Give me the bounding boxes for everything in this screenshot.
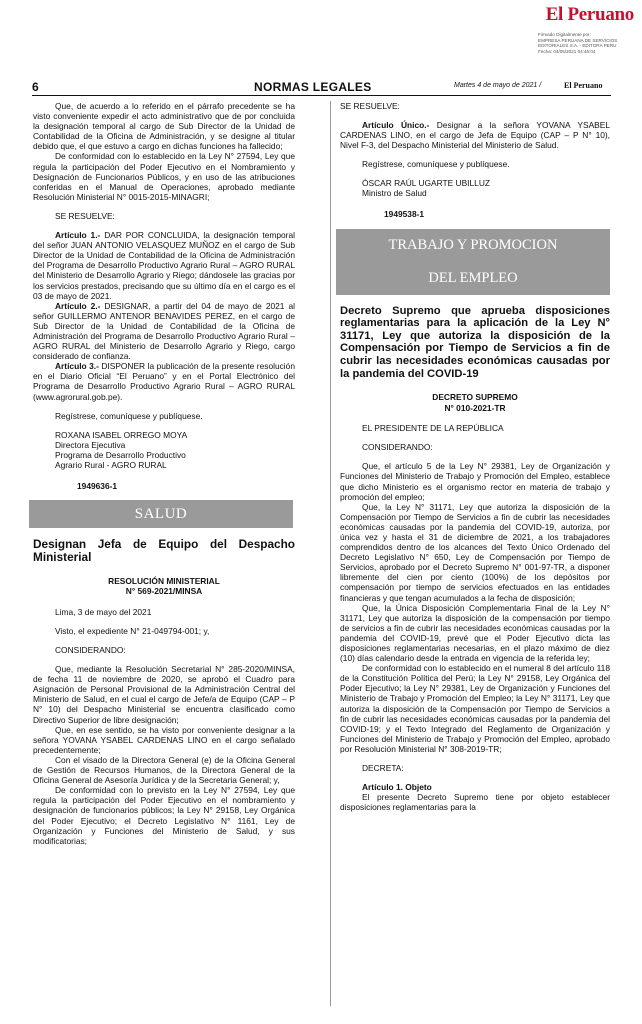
article-text: Designar a la señora YOVANA YSABEL CARDENAS LINO, en el cargo de Jefa de Equipo (CAP – P N° 10), Nivel F-3, del Despacho Ministerial del Ministerio de Salud. <box>340 120 610 151</box>
article-1 <box>33 230 295 301</box>
paragraph: Que, el artículo 5 de la Ley N° 29381, Ley de Organización y Funciones del Ministerio de Trabajo y Promoción del Empleo, establece que dicho Ministerio es el organismo rector en materia de trabajo y promoción del empleo; <box>340 461 610 502</box>
decreta: DECRETA: <box>362 763 404 774</box>
decree-title: Decreto Supremo que aprueba disposiciones reglamentarias para la aplicación de la Ley N° 31171, Ley que autoriza la disposición de la Compensación por Tiempo de Servicios a fin de cubrir las necesidades económicas causadas por la pandemia del COVID-19 <box>340 304 610 380</box>
article-text: DISPONER la publicación de la presente resolución en el Diario Oficial “El Peruano” y en el Portal Electrónico del Programa de Desarrollo Productivo Agrario Rural – AGRO RURAL (www.agrorural.gob.pe). <box>33 361 295 402</box>
article-unico <box>340 120 610 150</box>
se-resuelve: SE RESUELVE: <box>55 210 115 221</box>
el-peruano-logo: El Peruano <box>545 4 634 25</box>
stamp-line: Firmado Digitalmente por: <box>538 32 591 37</box>
signer-name: ÓSCAR RAÚL UGARTE UBILLUZ <box>362 178 490 189</box>
signer-title: Directora Ejecutiva <box>55 439 126 450</box>
considerando: CONSIDERANDO: <box>362 442 433 453</box>
signer-title: Agrario Rural - AGRO RURAL <box>55 459 167 470</box>
decree-type: DECRETO SUPREMO <box>432 392 518 403</box>
signer-title: Ministro de Salud <box>362 188 427 199</box>
closing-formula: Regístrese, comuníquese y publíquese. <box>55 410 203 421</box>
paragraph: De conformidad con lo previsto en la Ley N° 27594, Ley que regula la participación del Poder Ejecutivo en el nombramiento y designación de funcionarios públicos; la Ley N° 29158, Ley Orgánica del Poder Ejecutivo; el Decreto Legislativo N° 1161, Ley de Organización y Funciones del Ministerio de Salud, y sus modificatorias; <box>33 785 295 846</box>
page-header <box>32 80 611 94</box>
president-line: EL PRESIDENTE DE LA REPÚBLICA <box>362 423 504 434</box>
resolution-type: RESOLUCIÓN MINISTERIAL <box>108 575 220 586</box>
digital-signature-stamp <box>538 32 638 54</box>
stamp-line: EDITORIALES S.A. - EDITORA PERU <box>538 43 617 49</box>
header-date: Martes 4 de mayo de 2021 / <box>454 82 542 89</box>
signature-block <box>55 430 295 470</box>
paragraph: De conformidad con lo establecido en el numeral 8 del artículo 118 de la Constitución Política del Perú; la Ley N° 29158, Ley Orgánica del Poder Ejecutivo; la Ley N° 29381, Ley de Organización y Funciones del Ministerio de Trabajo y Promoción del Empleo; la Ley N° 31171, Ley que autoriza la disposición de la Compensación por Tiempo de Servicios a fin de cubrir las necesidades económicas causadas por la pandemia del COVID-19; y el Texto Integrado del Reglamento de Organización y Funciones del Ministerio de Trabajo y Promoción del Empleo, aprobado por Resolución Ministerial N° 308-2019-TR; <box>340 663 610 754</box>
paragraph: Con el visado de la Directora General (e) de la Oficina General de Gestión de Recursos Humanos, de la Directora General de la Oficina General de Asesoría Jurídica y de la Secretaria General; y, <box>33 754 295 786</box>
article-label: Artículo 2.- <box>55 300 101 311</box>
resolution-number: N° 569-2021/MINSA <box>125 586 203 597</box>
header-brand: El Peruano <box>564 81 603 90</box>
article-label: Artículo 3.- <box>55 361 99 372</box>
decree-title: Designan Jefa de Equipo del Despacho Ministerial <box>33 536 295 564</box>
visto: Visto, el expediente N° 21-049794-001; y, <box>55 625 210 636</box>
closing-formula: Regístrese, comuníquese y publíquese. <box>362 159 510 170</box>
article-label: Artículo 1.- <box>55 230 101 241</box>
document-code: 1949636-1 <box>77 480 118 491</box>
right-column <box>340 101 610 812</box>
paragraph: De conformidad con lo establecido en la Ley N° 27594, Ley que regula la participación del Poder Ejecutivo en el Nombramiento y Designación de Funcionarios Públicos, y en uso de las atribuciones conferidas en el Manual de Operaciones, aprobado mediante Resolución Ministerial N° 0015-2015-MINAGRI; <box>33 151 295 202</box>
band-line: TRABAJO Y PROMOCION <box>388 236 558 253</box>
stamp-line: EMPRESA PERUANA DE SERVICIOS <box>538 37 618 43</box>
section-band-trabajo <box>336 229 610 295</box>
section-band-salud: SALUD <box>29 500 293 528</box>
signer-title: Programa de Desarrollo Productivo <box>55 449 186 460</box>
paragraph: Que, de acuerdo a lo referido en el párrafo precedente se ha visto conveniente expedir el acto administrativo que de por concluida la designación temporal al cargo de Sub Director de la Unidad de Contabilidad de la Oficina de Administración, y se designe al titular debido que, el que estuvo a cargo en dichas funciones ha fallecido; <box>33 101 295 152</box>
article-label: Artículo Único.- <box>362 120 430 131</box>
left-column <box>33 101 295 846</box>
considerando: CONSIDERANDO: <box>55 645 126 655</box>
stamp-line: Fecha: 04/05/2021 04:46:04 <box>538 48 596 54</box>
article-text: DAR POR CONCLUIDA, la designación temporal del señor JUAN ANTONIO VELASQUEZ MUÑOZ en el cargo de Sub Director de la Unidad de Contabilidad de la Oficina de Administración del Programa de Desarrollo Productivo Agrario Rural – AGRO RURAL del Ministerio de Desarrollo Agrario y Riego; dándosele las gracias por los servicios prestados, precisando que su último día en el cargo es el 03 de mayo de 2021. <box>33 230 295 301</box>
signature-block <box>362 178 610 198</box>
resolution-heading <box>33 576 295 597</box>
document-code: 1949538-1 <box>384 209 425 220</box>
decree-heading <box>340 392 610 413</box>
se-resuelve: SE RESUELVE: <box>340 101 400 111</box>
header-rule <box>32 95 611 96</box>
article-text: DESIGNAR, a partir del 04 de mayo de 2021 al señor GUILLERMO ANTENOR BENAVIDES PEREZ, en el cargo de Sub Director de la Unidad de Contabilidad de la Oficina de Administración del Programa de Desarrollo Productivo Agrario Rural – AGRO RURAL del Ministerio de Desarrollo Agrario y Riego, cargo considerado de confianza. <box>33 300 295 362</box>
paragraph: Que, mediante la Resolución Secretarial N° 285-2020/MINSA, de fecha 11 de noviembre de 2020, se aprobó el Cuadro para Asignación de Personal Provisional de la Administración Central del Ministerio de Salud, en el cual el cargo de Jefe/a de Equipo (CAP – P N° 10) del Despacho Ministerial se encuentra clasificado como Directivo Superior de libre designación; <box>33 664 295 725</box>
article-title: Artículo 1. Objeto <box>362 782 432 793</box>
paragraph: Que, en ese sentido, se ha visto por conveniente designar a la señora YOVANA YSABEL CARDENAS LINO en el cargo señalado precedentemente; <box>33 724 295 755</box>
band-line: DEL EMPLEO <box>428 269 518 286</box>
place-date: Lima, 3 de mayo del 2021 <box>55 606 152 617</box>
decree-number: N° 010-2021-TR <box>444 402 506 413</box>
article-2 <box>33 301 295 362</box>
signer-name: ROXANA ISABEL ORREGO MOYA <box>55 429 188 440</box>
article-3 <box>33 361 295 401</box>
section-title: NORMAS LEGALES <box>254 80 372 94</box>
column-divider <box>330 101 331 1006</box>
paragraph: Que, la Ley N° 31171, Ley que autoriza la disposición de la Compensación por Tiempo de Servicios a fin de cubrir las necesidades económicas causadas por la pandemia del COVID-19, autoriza, por única vez y hasta el 31 de diciembre de 2021, a los trabajadores comprendidos dentro de los alcances del Texto Único Ordenado del Decreto Legislativo N° 650, Ley de Compensación por Tiempo de Servicios, aprobado por el Decreto Supremo N° 001-97-TR, a disponer libremente del cien por ciento (100%) de los depósitos por compensación por tiempo de servicios efectuados en las entidades financieras y que tengan acumulados a la fecha de disposición; <box>340 501 610 603</box>
paragraph: El presente Decreto Supremo tiene por objeto establecer disposiciones reglamentarias para la <box>340 792 610 813</box>
paragraph: Que, la Única Disposición Complementaria Final de la Ley N° 31171, Ley que autoriza la disposición de la compensación por tiempo de servicios a fin de cubrir las necesidades económicas causadas por la pandemia del COVID-19, prevé que el Poder Ejecutivo dicta las disposiciones reglamentarias necesarias, en el plazo máximo de diez (10) días calendario desde la entrada en vigencia de la referida ley; <box>340 602 610 664</box>
page-number: 6 <box>32 80 39 94</box>
